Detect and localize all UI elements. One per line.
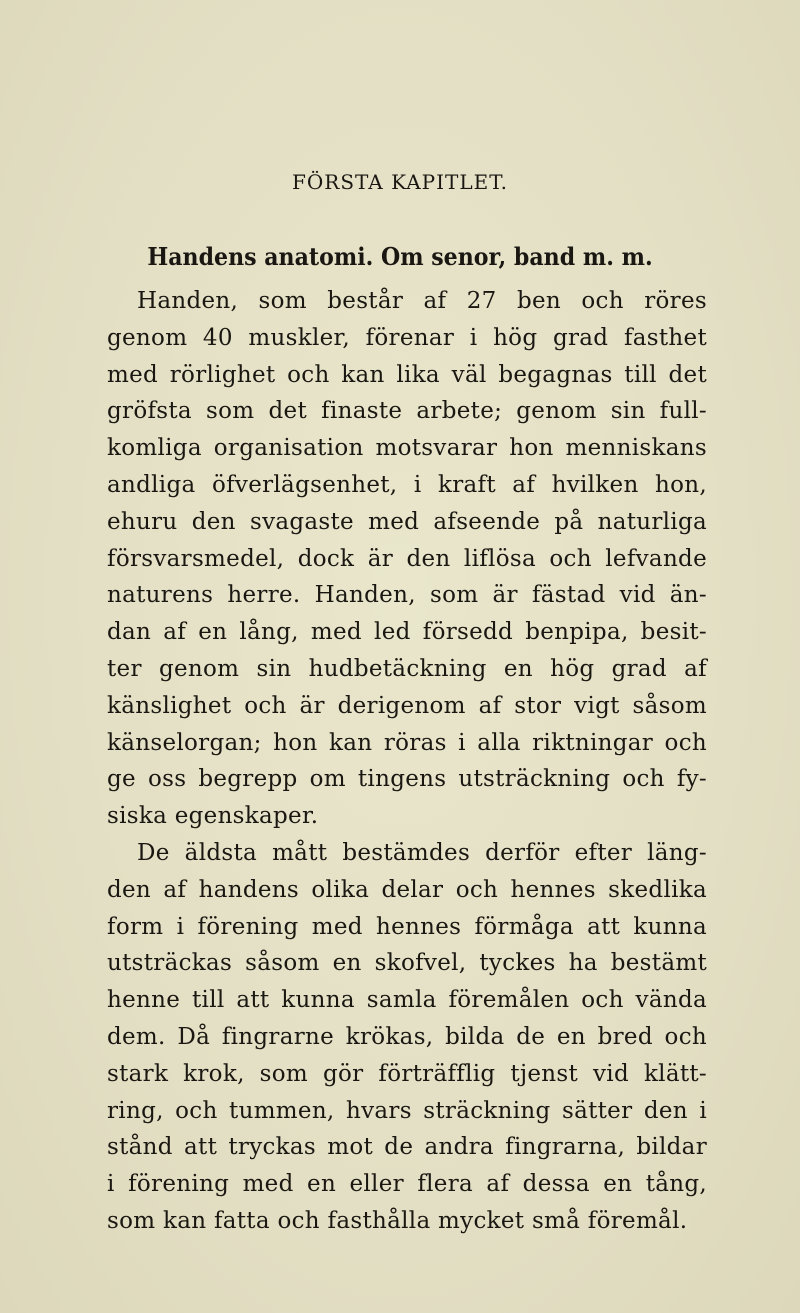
text-line: dan af en lång, med led försedd benpipa, besit- [107,619,707,646]
text-line: stånd att tryckas mot de andra fingrarna, bildar [107,1134,707,1161]
text-line: ge oss begrepp om tingens utsträckning och fy- [107,766,707,793]
text-line: siska egenskaper. [107,803,319,830]
text-line: känslighet och är derigenom af stor vigt såsom [107,692,707,719]
text-line: naturens herre. Handen, som är fästad vid än- [107,582,707,609]
text-line: De äldsta mått bestämdes derför efter läng- [137,839,707,866]
text-line: Handen, som består af 27 ben och röres [137,288,707,314]
text-line: dem. Då fingrarne krökas, bilda de en bred och [107,1023,707,1050]
section-title: Handens anatomi. Om senor, band m. m. [147,242,653,271]
text-line: den af handens olika delar och hennes skedlika [107,876,707,903]
text-line: ring, och tummen, hvars sträckning sätter den i [107,1097,707,1124]
text-line: ter genom sin hudbetäckning en hög grad af [107,655,707,682]
text-line: andliga öfverlägsenhet, i kraft af hvilken hon, [107,471,707,498]
text-line: form i förening med hennes förmåga att kunna [107,913,707,940]
text-line: som kan fatta och fasthålla mycket små föremål. [107,1207,688,1234]
body-text [107,283,707,1240]
text-line: med rörlighet och kan lika väl begagnas till det [107,361,707,388]
text-line: stark krok, som gör förträfflig tjenst vid klätt- [107,1060,707,1087]
chapter-title: FÖRSTA KAPITLET. [292,170,508,194]
text-line: henne till att kunna samla föremålen och vända [107,987,707,1014]
text-line: ehuru den svagaste med afseende på naturliga [107,508,707,535]
text-line: genom 40 muskler, förenar i hög grad fasthet [107,324,707,351]
text-line: utsträckas såsom en skofvel, tyckes ha bestämt [107,950,707,977]
text-line: i förening med en eller flera af dessa en tång, [107,1171,707,1198]
text-line: försvarsmedel, dock är den liflösa och lefvande [107,545,707,572]
text-line: känselorgan; hon kan röras i alla riktningar och [107,729,707,756]
text-line: komliga organisation motsvarar hon menniskans [107,435,707,462]
text-line: gröfsta som det finaste arbete; genom sin full- [107,398,707,425]
